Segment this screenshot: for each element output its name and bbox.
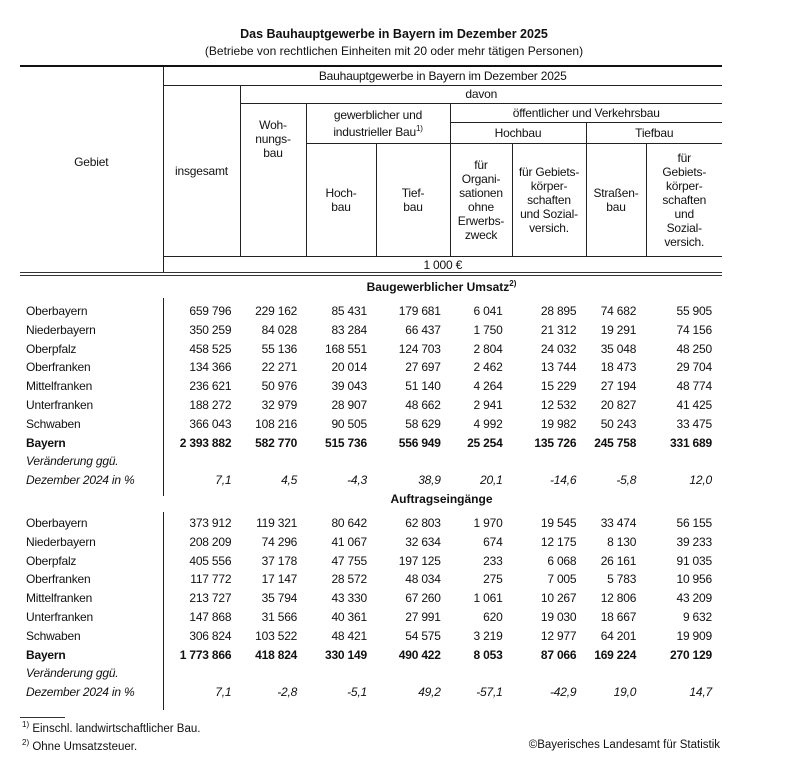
table-cell: 135 726 <box>534 435 577 450</box>
table-cell: 2 393 882 <box>179 435 232 450</box>
table-cell: 32 634 <box>405 534 441 549</box>
row-label: Schwaben <box>26 628 81 643</box>
table-cell: 188 272 <box>189 397 232 412</box>
table-row <box>20 570 720 589</box>
row-label: Bayern <box>26 435 66 450</box>
row-label: Oberpfalz <box>26 553 77 568</box>
table-cell: 19 545 <box>540 516 577 530</box>
table-row <box>20 358 720 377</box>
table-row <box>20 396 720 415</box>
table-cell: 117 772 <box>190 572 232 587</box>
table-cell: 91 035 <box>676 553 712 568</box>
table-cell <box>163 452 240 471</box>
table-cell: 58 629 <box>405 416 441 431</box>
table-cell: 8 053 <box>473 647 503 662</box>
table-cell: 25 254 <box>467 435 503 450</box>
table-cell: 27 991 <box>405 609 441 624</box>
table-cell: 27 697 <box>405 360 441 375</box>
table-cell: 43 330 <box>331 591 367 606</box>
table-cell: 50 976 <box>261 379 298 394</box>
table-cell: -5,1 <box>347 685 367 700</box>
table-cell: 306 824 <box>189 628 232 643</box>
header-g-hochbau: Hoch- bau <box>306 143 376 256</box>
row-label: Niederbayern <box>26 322 96 337</box>
table-cell: 64 201 <box>600 628 637 643</box>
table-cell <box>644 664 720 683</box>
table-cell: 14,7 <box>689 685 712 700</box>
table-cell: 1 750 <box>473 322 503 337</box>
table-cell: 80 642 <box>331 516 367 530</box>
header-o-strassenbau: Straßen- bau <box>586 143 646 256</box>
table-cell: 103 522 <box>255 628 298 643</box>
table-cell: 10 956 <box>676 572 712 587</box>
row-label: Oberpfalz <box>26 341 77 356</box>
table-cell: 47 755 <box>331 553 367 568</box>
table-cell <box>449 452 511 471</box>
row-label: Bayern <box>26 647 66 662</box>
row-label: Veränderung ggü. <box>26 454 119 469</box>
table-cell: 366 043 <box>189 416 232 431</box>
table-cell: 515 736 <box>324 435 367 450</box>
table-row <box>20 646 720 665</box>
table-cell: 350 259 <box>189 322 232 337</box>
table-cell <box>305 664 375 683</box>
section-rows-auftragseingaenge <box>20 514 720 702</box>
table-cell: 169 224 <box>594 647 637 662</box>
header-unit: 1 000 € <box>163 256 722 273</box>
row-label: Niederbayern <box>26 534 96 549</box>
footnote-ref-2: 2) <box>509 279 517 288</box>
table-cell: 39 043 <box>331 379 367 394</box>
table-cell: 7,1 <box>215 473 232 488</box>
table-cell: 620 <box>483 609 503 624</box>
row-label: Unterfranken <box>26 609 93 624</box>
table-cell: 74 156 <box>676 322 712 337</box>
table-cell: 4,5 <box>281 473 298 488</box>
table-cell: 22 271 <box>261 360 298 375</box>
table-cell: 48 034 <box>405 572 441 587</box>
table-row <box>20 415 720 434</box>
table-cell: 6 041 <box>473 304 503 318</box>
table-cell: 659 796 <box>189 304 232 318</box>
table-cell: 582 770 <box>255 435 298 450</box>
table-cell: 84 028 <box>261 322 298 337</box>
table-cell: 331 689 <box>670 435 712 450</box>
footnote-2 <box>22 738 137 753</box>
table-cell: 5 783 <box>607 572 637 587</box>
header-o-gebiets-hochbau: für Gebiets- körper- schaften und Sozial- versich. <box>512 143 586 256</box>
table-cell: 33 474 <box>600 516 637 530</box>
table-row <box>20 452 720 471</box>
table-cell: 12 175 <box>540 534 577 549</box>
table-cell: 12 806 <box>600 591 637 606</box>
table-cell <box>239 664 305 683</box>
table-cell <box>511 664 585 683</box>
table-cell: 56 155 <box>676 516 712 530</box>
table-cell: 168 551 <box>324 341 367 356</box>
table-cell <box>584 452 644 471</box>
table-cell: 31 566 <box>261 609 298 624</box>
footnote-mark: 1) <box>22 720 30 729</box>
table-cell: 275 <box>483 572 503 587</box>
row-label: Oberfranken <box>26 360 91 375</box>
table-cell: 48 774 <box>676 379 712 394</box>
table-cell: 18 473 <box>600 360 637 375</box>
table-cell: 67 260 <box>405 591 441 606</box>
table-cell <box>511 452 585 471</box>
table-row <box>20 533 720 552</box>
table-cell: 48 421 <box>331 628 367 643</box>
footnote-text: Ohne Umsatzsteuer. <box>32 740 138 753</box>
table-cell: 490 422 <box>398 647 441 662</box>
table-cell: 28 895 <box>540 304 577 318</box>
table-cell: 19 291 <box>600 322 637 337</box>
footnote-ref-1: 1) <box>415 123 423 133</box>
table-cell: 2 941 <box>473 397 503 412</box>
table-row <box>20 302 720 321</box>
table-row <box>20 683 720 702</box>
table-cell: 48 250 <box>676 341 712 356</box>
table-cell: 213 727 <box>189 591 232 606</box>
table-cell: 12,0 <box>689 473 712 488</box>
table-row <box>20 340 720 359</box>
table-cell <box>644 452 720 471</box>
row-label: Unterfranken <box>26 397 93 412</box>
table-cell: 32 979 <box>261 397 298 412</box>
table-cell <box>375 452 449 471</box>
table-cell: 24 032 <box>540 341 577 356</box>
table-row <box>20 608 720 627</box>
header-g-tiefbau: Tief- bau <box>376 143 450 256</box>
header-insgesamt: insgesamt <box>163 85 240 256</box>
table-cell: 29 704 <box>676 360 712 375</box>
table-cell: 43 209 <box>676 591 712 606</box>
table-cell: 49,2 <box>418 685 441 700</box>
table-row <box>20 552 720 571</box>
table-cell: 236 621 <box>189 379 232 394</box>
row-label: Oberfranken <box>26 572 91 587</box>
double-rule <box>20 272 722 276</box>
footnote-1 <box>22 720 200 735</box>
table-cell: -42,9 <box>550 685 577 700</box>
table-cell: 330 149 <box>324 647 367 662</box>
table-cell: 21 312 <box>540 322 577 337</box>
table-cell: 270 129 <box>670 647 712 662</box>
header-tiefbau-group: Tiefbau <box>586 122 722 143</box>
table-cell: 134 366 <box>189 360 232 375</box>
table-cell: 50 243 <box>600 416 637 431</box>
table-header <box>20 65 722 273</box>
table-cell: 41 067 <box>331 534 367 549</box>
table-cell: 147 868 <box>189 609 232 624</box>
table-cell: 39 233 <box>676 534 712 549</box>
table-cell: 19 030 <box>540 609 577 624</box>
table-cell: 208 209 <box>189 534 232 549</box>
table-cell: 26 161 <box>600 553 637 568</box>
table-cell: 74 296 <box>261 534 298 549</box>
table-cell: 74 682 <box>600 304 637 318</box>
table-cell: 418 824 <box>255 647 298 662</box>
table-cell: 10 267 <box>540 591 577 606</box>
table-cell: 20,1 <box>480 473 503 488</box>
row-label: Mittelfranken <box>26 591 93 606</box>
table-row <box>20 664 720 683</box>
footnote-mark: 2) <box>22 738 30 747</box>
table-cell: 9 632 <box>682 609 712 624</box>
section-title-text: Baugewerblicher Umsatz <box>366 280 510 294</box>
table-cell: 28 907 <box>331 397 367 412</box>
table-cell: 124 703 <box>398 341 441 356</box>
table-cell: 13 744 <box>540 360 577 375</box>
table-row <box>20 471 720 490</box>
table-cell: 27 194 <box>600 379 637 394</box>
table-cell: 179 681 <box>398 304 441 318</box>
row-label: Mittelfranken <box>26 379 93 394</box>
table-cell <box>584 664 644 683</box>
row-label: Oberbayern <box>26 304 88 318</box>
table-cell: 35 048 <box>600 341 637 356</box>
section-title-umsatz <box>163 279 720 294</box>
table-cell <box>305 452 375 471</box>
header-o-organisationen: für Organi- sationen ohne Erwerbs- zweck <box>450 143 512 256</box>
table-cell: 229 162 <box>255 304 298 318</box>
table-cell <box>163 664 240 683</box>
table-cell: 19 982 <box>540 416 577 431</box>
table-cell <box>375 664 449 683</box>
header-davon: davon <box>240 85 722 103</box>
section-title-auftragseingaenge: Auftragseingänge <box>390 492 493 506</box>
table-cell: 2 804 <box>473 341 503 356</box>
table-cell: 55 136 <box>261 341 298 356</box>
table-cell: 4 992 <box>473 416 503 431</box>
copyright: ©Bayerisches Landesamt für Statistik <box>528 739 720 751</box>
table-cell: 4 264 <box>473 379 503 394</box>
table-cell: 556 949 <box>398 435 441 450</box>
table-cell: 1 061 <box>473 591 503 606</box>
row-label: Schwaben <box>26 416 81 431</box>
table-cell: 37 178 <box>261 553 298 568</box>
table-cell: -4,3 <box>347 473 367 488</box>
table-cell: 35 794 <box>261 591 298 606</box>
table-cell: 2 462 <box>473 360 503 375</box>
table-cell: 373 912 <box>189 516 232 530</box>
table-cell: 87 066 <box>540 647 577 662</box>
table-cell: 12 532 <box>540 397 577 412</box>
table-cell: 51 140 <box>405 379 441 394</box>
table-cell: 405 556 <box>189 553 232 568</box>
table-cell: 1 773 866 <box>179 647 232 662</box>
header-gewerblich <box>306 103 450 143</box>
page-subtitle: (Betriebe von rechtlichen Einheiten mit 20 oder mehr tätigen Personen) <box>204 44 584 58</box>
section-rows-umsatz <box>20 302 720 490</box>
table-cell: 17 147 <box>261 572 298 587</box>
table-cell: 3 219 <box>473 628 503 643</box>
table-cell: -5,8 <box>616 473 637 488</box>
table-cell: 245 758 <box>594 435 637 450</box>
table-cell: 15 229 <box>540 379 577 394</box>
table-cell: 7 005 <box>547 572 577 587</box>
table-cell: -57,1 <box>476 685 503 700</box>
table-row <box>20 589 720 608</box>
row-label: Dezember 2024 in % <box>26 473 135 488</box>
table-cell: 54 575 <box>405 628 441 643</box>
header-wohnungsbau: Woh- nungs- bau <box>240 103 306 256</box>
table-cell: 7,1 <box>215 685 232 700</box>
header-oeffentlich: öffentlicher und Verkehrsbau <box>450 103 722 122</box>
table-cell: 108 216 <box>255 416 298 431</box>
table-cell: 8 130 <box>607 534 637 549</box>
table-cell: -2,8 <box>277 685 298 700</box>
table-cell: 48 662 <box>405 397 441 412</box>
table-cell: 62 803 <box>405 516 441 530</box>
footnote-rule <box>20 717 65 718</box>
table-cell: 90 505 <box>331 416 367 431</box>
table-cell: 38,9 <box>418 473 441 488</box>
table-row <box>20 377 720 396</box>
table-cell: -14,6 <box>550 473 577 488</box>
table-cell: 12 977 <box>540 628 577 643</box>
table-cell <box>239 452 305 471</box>
page-title: Das Bauhauptgewerbe in Bayern im Dezember 2025 <box>240 27 548 41</box>
table-cell: 458 525 <box>189 341 232 356</box>
table-cell: 33 475 <box>676 416 712 431</box>
header-hochbau-group: Hochbau <box>450 122 586 143</box>
table-cell: 66 437 <box>405 322 441 337</box>
row-label: Oberbayern <box>26 516 88 530</box>
table-cell: 19 909 <box>676 628 712 643</box>
table-cell: 20 827 <box>600 397 637 412</box>
table-cell: 1 970 <box>473 516 503 530</box>
table-row <box>20 434 720 453</box>
table-cell: 85 431 <box>331 304 367 318</box>
table-row <box>20 627 720 646</box>
header-gewerblich-label: gewerblicher und industrieller Bau <box>333 107 423 139</box>
footnote-text: Einschl. landwirtschaftlicher Bau. <box>32 722 201 735</box>
table-cell: 20 014 <box>331 360 367 375</box>
table-cell: 40 361 <box>331 609 367 624</box>
table-cell: 83 284 <box>331 322 367 337</box>
table-cell: 28 572 <box>331 572 367 587</box>
header-top: Bauhauptgewerbe in Bayern im Dezember 2025 <box>163 66 722 85</box>
table-cell: 233 <box>483 553 503 568</box>
table-cell: 6 068 <box>547 553 577 568</box>
table-cell <box>449 664 511 683</box>
table-cell: 197 125 <box>398 553 441 568</box>
header-o-gebiets-tiefbau: für Gebiets- körper- schaften und Sozial- versich. <box>646 143 722 256</box>
row-label: Dezember 2024 in % <box>26 685 135 700</box>
table-cell: 18 667 <box>600 609 637 624</box>
table-cell: 19,0 <box>613 685 637 700</box>
table-row <box>20 514 720 533</box>
table-cell: 55 905 <box>676 304 712 318</box>
header-gebiet: Gebiet <box>20 66 163 256</box>
table-cell: 41 425 <box>676 397 712 412</box>
table-row <box>20 321 720 340</box>
table-cell: 674 <box>483 534 503 549</box>
row-label: Veränderung ggü. <box>26 666 119 681</box>
table-cell: 119 321 <box>256 516 298 530</box>
